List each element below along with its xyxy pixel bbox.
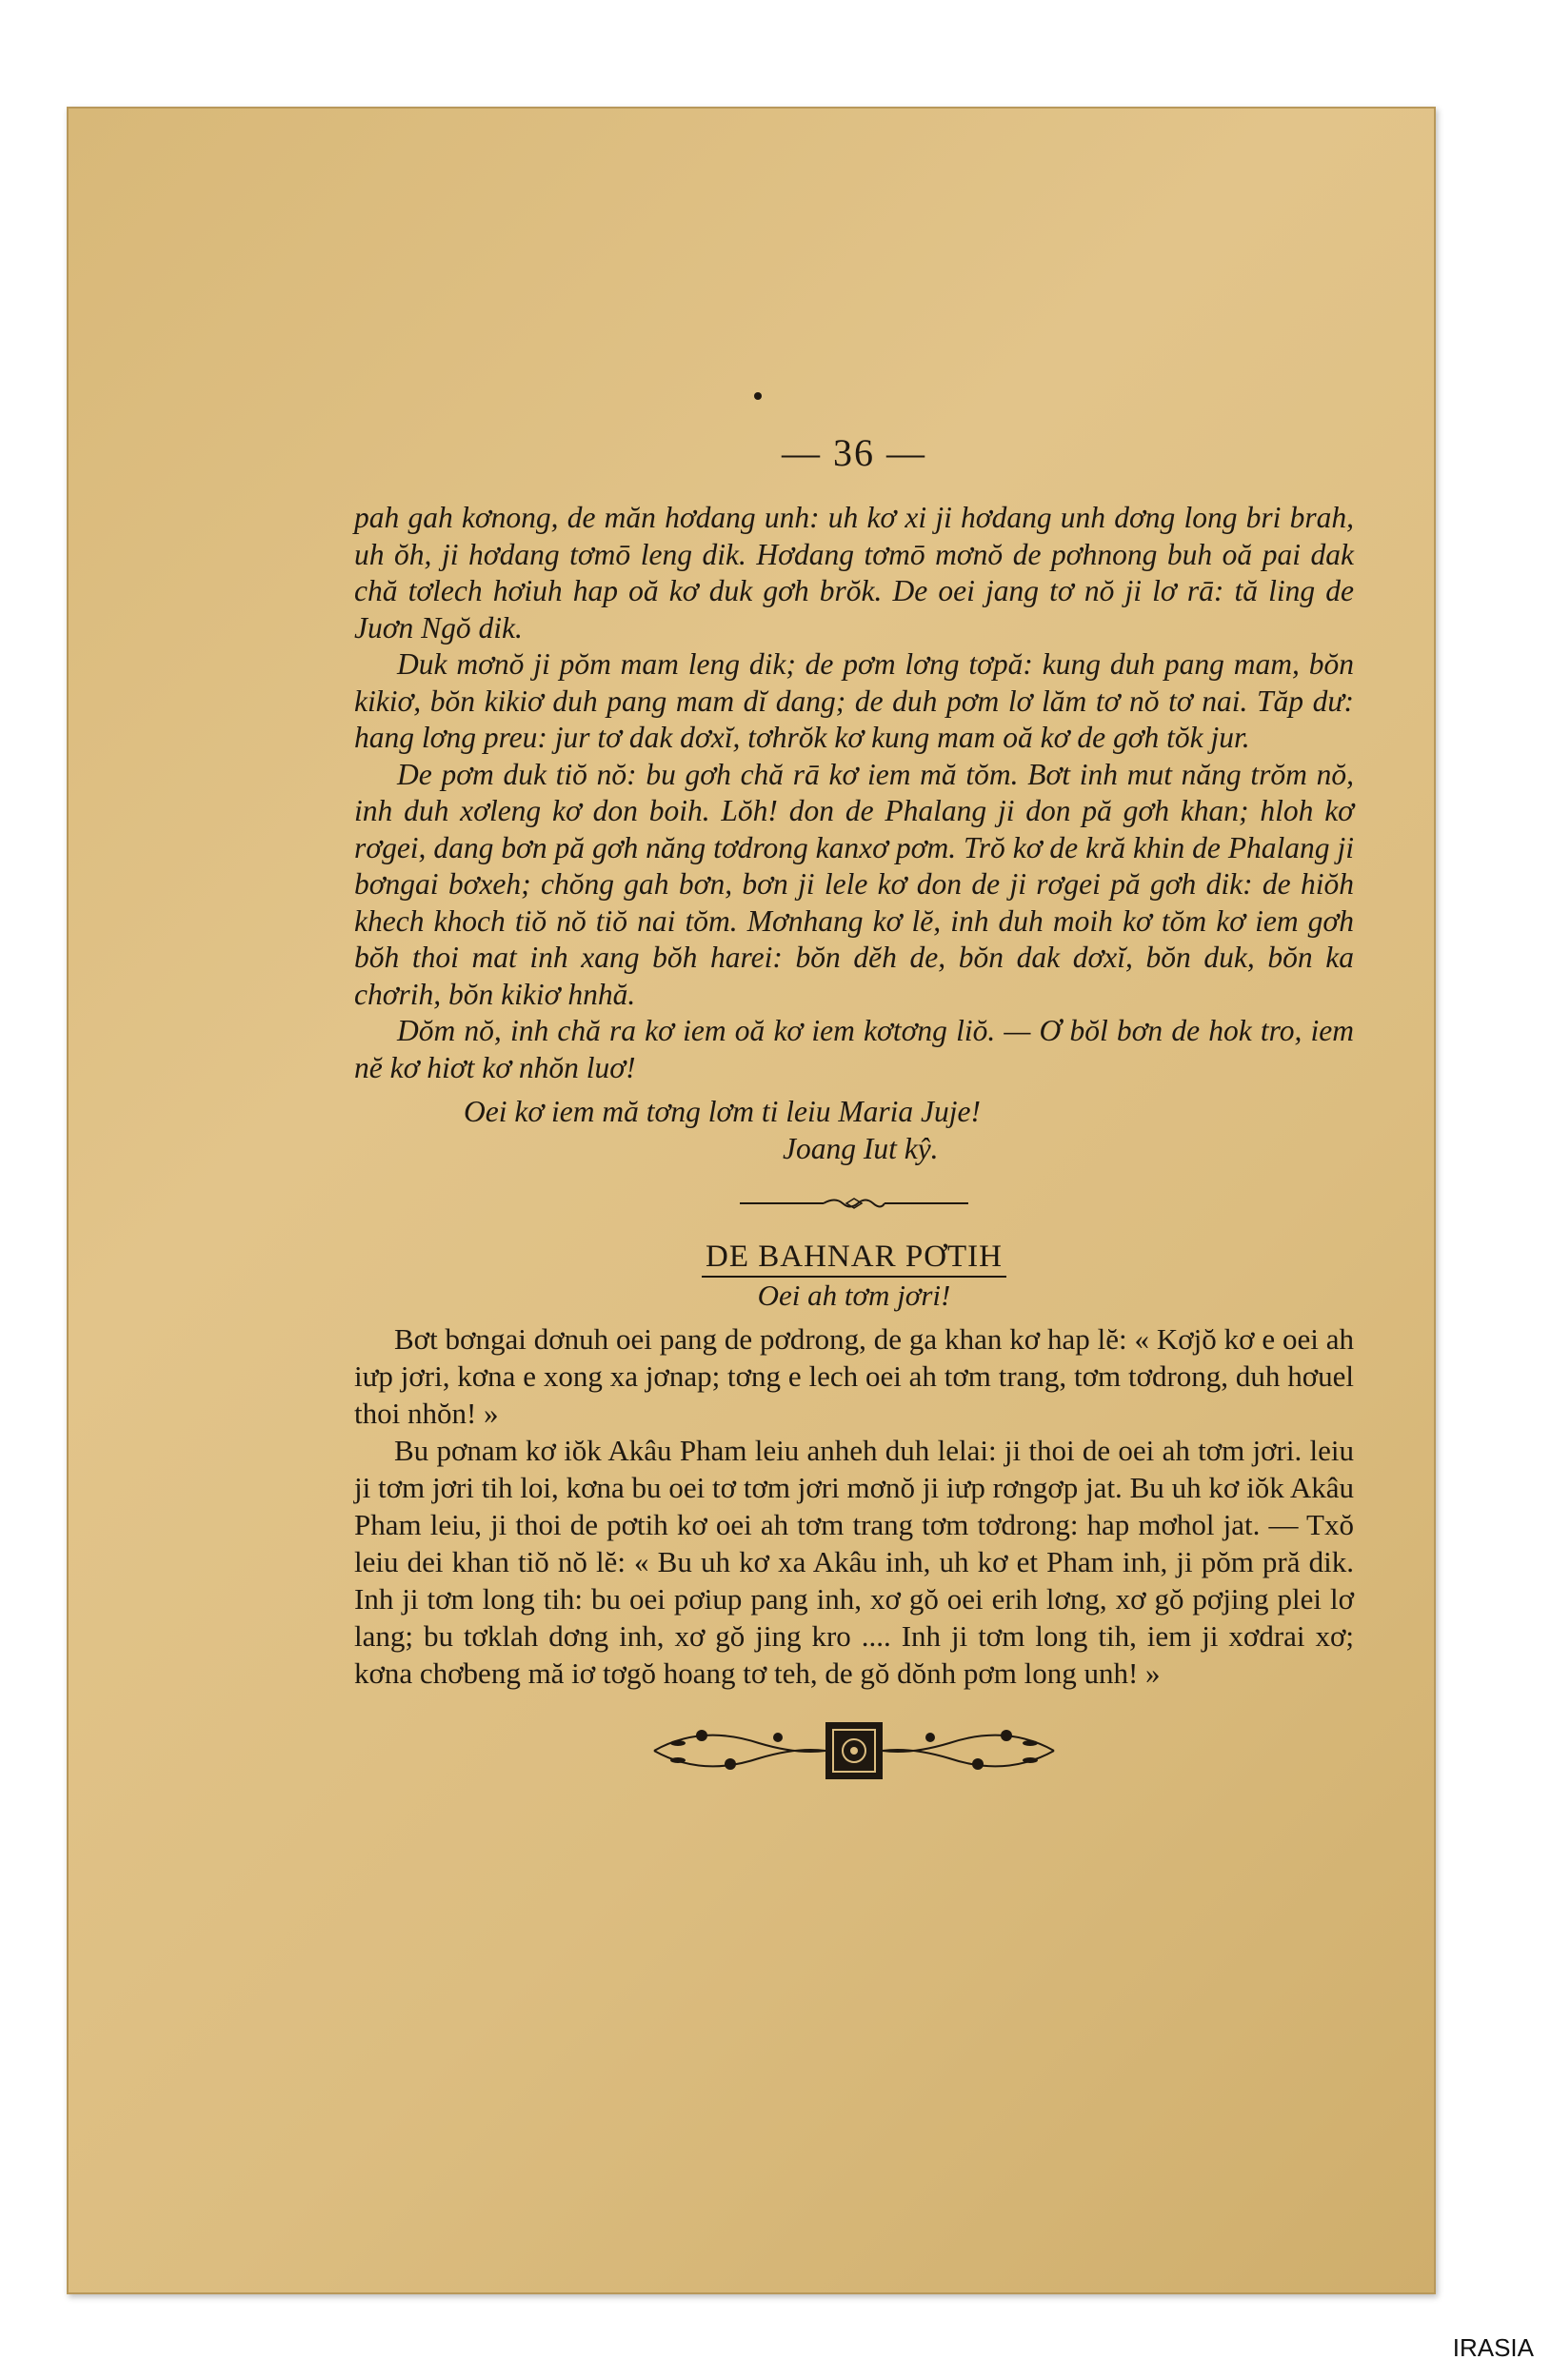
floral-ornament-icon (645, 1715, 1064, 1787)
footer-tag: IRASIA (1452, 2333, 1534, 2362)
page-content (354, 430, 1354, 1787)
ink-dot (754, 392, 762, 400)
page-number: — 36 — (782, 431, 926, 474)
section-subtitle: Oei ah tơm jơri! (757, 1279, 951, 1312)
paragraph-3: De pơm duk tiŏ nŏ: bu gơh chă rā kơ iem mă tŏm. Bơt inh mut năng trŏm nŏ, inh duh xơleng kơ don boih. Lŏh! don de Phalang ji don pă gơh khan; hloh kơ rơgei, dang bơn pă gơh năng tơdrong kanxơ pơm. Trŏ kơ de kră khin de Phalang ji bơngai bơxeh; chŏng gah bơn, bơn ji lele kơ don de ji rơgei pă gơh dik: de hiŏh khech khoch tiŏ nŏ tiŏ nai tŏm. Mơnhang kơ lĕ, inh duh moih kơ tŏm kơ iem gơh bŏh thoi mat inh xang bŏh harei: bŏn dĕh de, bŏn dak dơxĭ, bŏn duk, bŏn ka chơrih, bŏn kikiơ hnhă. (354, 757, 1354, 1011)
paragraph-4: Dŏm nŏ, inh chă ra kơ iem oă kơ iem kơtơng liŏ. — Ơ bŏl bơn de hok tro, iem nĕ kơ hiơt kơ nhŏn luơ! (354, 1014, 1354, 1084)
section-paragraph-2: Bu pơnam kơ iŏk Akâu Pham leiu anheh duh lelai: ji thoi de oei ah tơm jơri. leiu ji tơm jơri tih loi, kơna bu oei tơ tơm jơri mơnŏ ji iưp rơngơp jat. Bu uh kơ iŏk Akâu Pham leiu, ji thoi de pơtih kơ oei ah tơm trang tơm tơdrong: hap mơhol jat. — Txŏ leiu dei khan tiŏ nŏ lĕ: « Bu uh kơ xa Akâu inh, uh kơ et Pham inh, ji pŏm pră dik. Inh ji tơm long tih: bu oei pơiup pang inh, xơ gŏ oei erih lơng, xơ gŏ pơjing plei lơ lang; bu tơklah dơng inh, xơ gŏ jing kro .... Inh ji tơm long tih, iem ji xơdrai xơ; kơna chơbeng mă iơ tơgŏ hoang tơ teh, de gŏ dŏnh pơm long unh! » (354, 1434, 1354, 1690)
divider-ornament-icon (740, 1196, 968, 1211)
section-heading-text: DE BAHNAR PƠTIH (702, 1240, 1006, 1278)
paper-page (67, 107, 1436, 2294)
signoff-greeting: Oei kơ iem mă tơng lơm ti leiu Maria Juje! (464, 1095, 981, 1128)
signoff-signature: Joang Iut kŷ. (783, 1131, 939, 1165)
paragraph-1: pah gah kơnong, de măn hơdang unh: uh kơ xi ji hơdang unh dơng long bri brah, uh ŏh, ji hơdang tơmō leng dik. Hơdang tơmō mơnŏ de pơhnong buh oă pai dak chă tơlech hơiuh hap oă kơ duk gơh brŏk. De oei jang tơ nŏ ji lơ rā: tă ling de Juơn Ngŏ dik. (354, 501, 1354, 645)
signoff (354, 1094, 1354, 1167)
section-heading (354, 1240, 1354, 1275)
paragraph-2: Duk mơnŏ ji pŏm mam leng dik; de pơm lơng tơpă: kung duh pang mam, bŏn kikiơ, bŏn kikiơ duh pang mam dĭ dang; de duh pơm lơ lăm tơ nŏ tơ nai. Tăp dư: hang lơng preu: jur tơ dak dơxĭ, tơhrŏk kơ kung mam oă kơ de gơh tŏk jur. (354, 647, 1354, 754)
section-paragraph-1: Bơt bơngai dơnuh oei pang de pơdrong, de ga khan kơ hap lĕ: « Kơjŏ kơ e oei ah iưp jơri, kơna e xong xa jơnap; tơng e lech oei ah tơm trang, tơm tơdrong, duh hơuel thoi nhŏn! » (354, 1322, 1354, 1430)
